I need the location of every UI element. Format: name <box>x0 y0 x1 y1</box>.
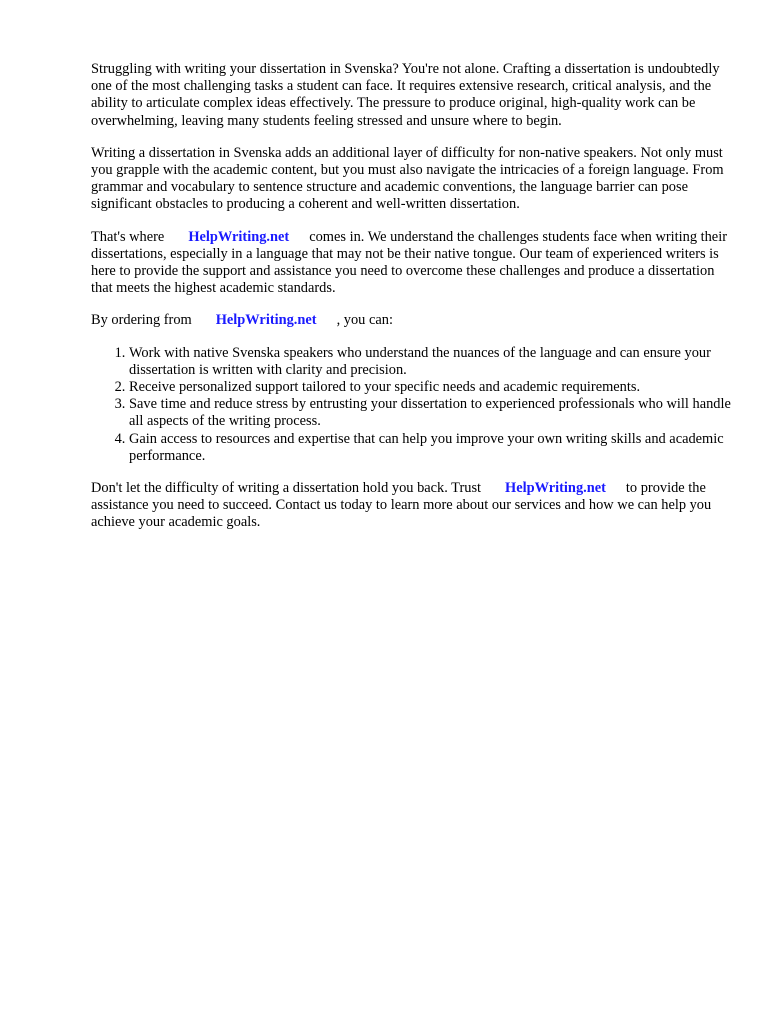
list-item: 1. Work with native Svenska speakers who understand the nuances of the language and can ensure your dissertation is written with clarity and precision. <box>129 345 731 379</box>
list-item: 2. Receive personalized support tailored to your specific needs and academic requirements. <box>129 379 731 396</box>
service-text-after: comes in. We understand the challenges students face when writing their dissertations, especially in a language that may not be their native tongue. Our team of experienced writers is here to provide the support and assistance you need to overcome these challenges and produce a dissertation that meets the highest academic standards. <box>91 228 727 297</box>
closing-text-before: Don't let the difficulty of writing a dissertation hold you back. Trust <box>91 480 482 497</box>
list-item: 4. Gain access to resources and expertise that can help you improve your own writing skills and academic performance. <box>129 431 731 465</box>
ordering-text-before: By ordering from <box>91 312 192 329</box>
document-page <box>91 61 731 547</box>
helpwriting-link[interactable]: HelpWriting.net <box>505 480 606 497</box>
closing-paragraph <box>91 480 731 532</box>
list-item: 3. Save time and reduce stress by entrusting your dissertation to experienced professionals who will handle all aspects of the writing process. <box>129 396 731 430</box>
ordering-paragraph <box>91 312 731 329</box>
language-paragraph: Writing a dissertation in Svenska adds an additional layer of difficulty for non-native speakers. Not only must you grapple with the academic content, but you must also navigate the intricacies of a foreign language. From grammar and vocabulary to sentence structure and academic conventions, the language barrier can pose significant obstacles to producing a coherent and well-written dissertation. <box>91 144 724 213</box>
benefits-list <box>91 345 731 465</box>
helpwriting-link[interactable]: HelpWriting.net <box>188 228 290 245</box>
service-paragraph <box>91 229 731 298</box>
service-text-before: That's where <box>91 228 165 245</box>
helpwriting-link[interactable]: HelpWriting.net <box>215 312 317 329</box>
ordering-text-after: , you can: <box>336 312 393 329</box>
closing-text-after: to provide the assistance you need to succeed. Contact us today to learn more about our services and how we can help you achieve your academic goals. <box>91 480 712 531</box>
intro-paragraph: Struggling with writing your dissertation in Svenska? You're not alone. Crafting a dissertation is undoubtedly one of the most challenging tasks a student can face. It requires extensive research, critical analysis, and the ability to articulate complex ideas effectively. The pressure to produce original, high-quality work can be overwhelming, leaving many students feeling stressed and unsure where to begin. <box>91 61 720 129</box>
